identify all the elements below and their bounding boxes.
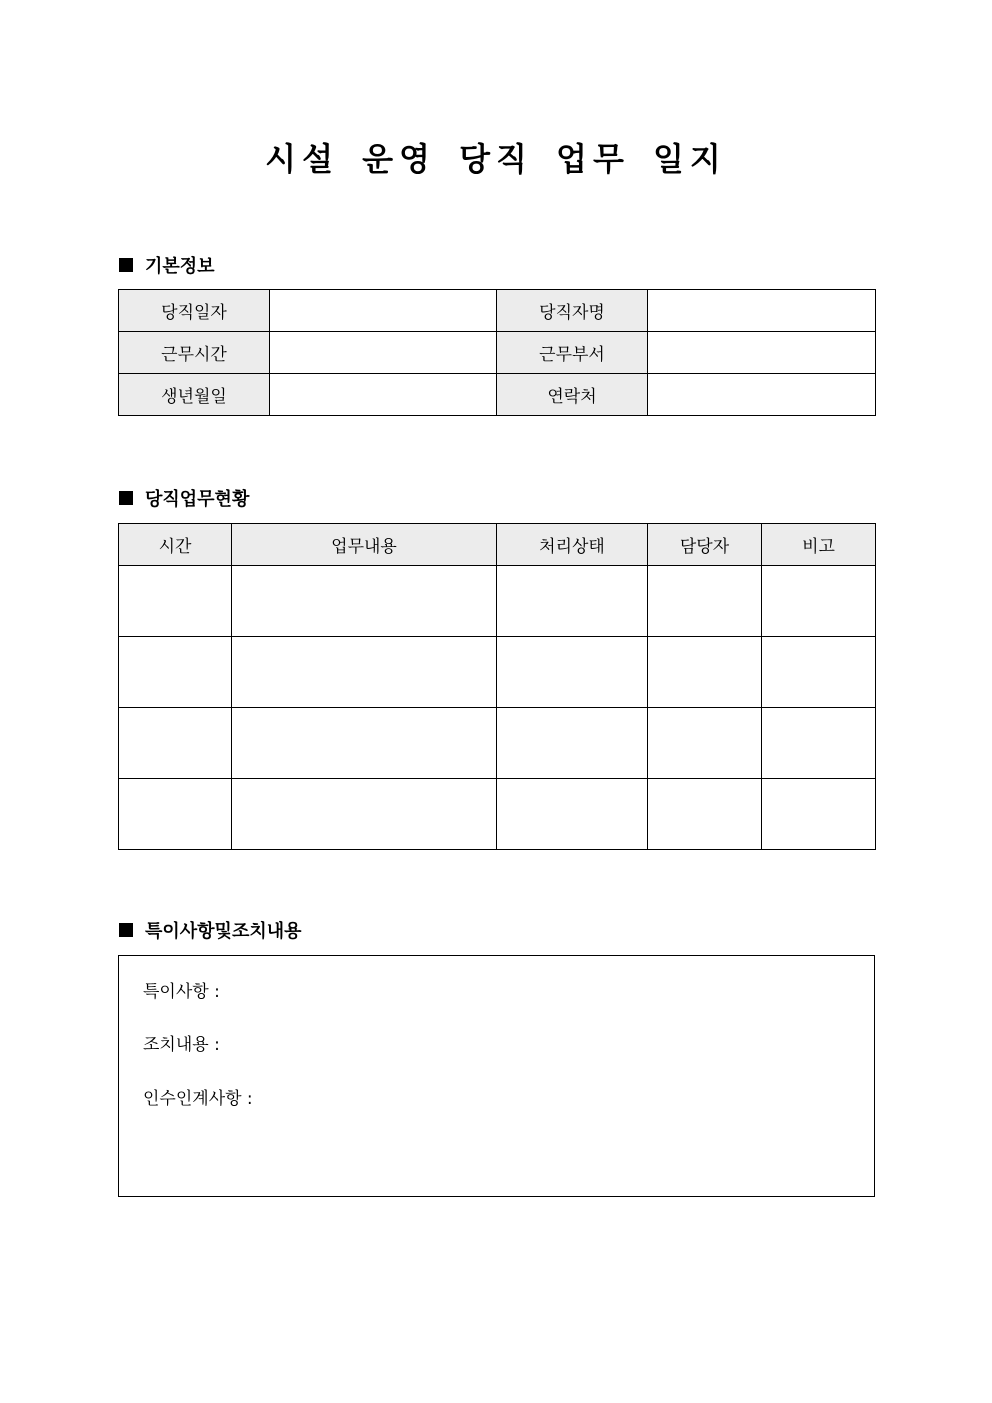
handover-notes-label: 인수인계사항 : xyxy=(143,1089,253,1109)
status-cell[interactable] xyxy=(497,779,648,850)
time-cell[interactable] xyxy=(119,637,232,708)
column-header-status: 처리상태 xyxy=(497,524,648,566)
remarks-cell[interactable] xyxy=(762,708,876,779)
duty-date-field[interactable] xyxy=(270,290,497,332)
task-cell[interactable] xyxy=(232,566,497,637)
remarks-cell[interactable] xyxy=(762,566,876,637)
status-cell[interactable] xyxy=(497,566,648,637)
contact-field[interactable] xyxy=(648,374,876,416)
square-bullet-icon xyxy=(119,491,133,505)
department-field[interactable] xyxy=(648,332,876,374)
duty-status-table xyxy=(118,523,876,850)
contact-label: 연락처 xyxy=(497,374,648,416)
notes-box[interactable] xyxy=(118,955,875,1197)
time-cell[interactable] xyxy=(119,779,232,850)
square-bullet-icon xyxy=(119,258,133,272)
table-row xyxy=(119,637,876,708)
assignee-cell[interactable] xyxy=(648,708,762,779)
column-header-task: 업무내용 xyxy=(232,524,497,566)
square-bullet-icon xyxy=(119,923,133,937)
actions-taken-label: 조치내용 : xyxy=(143,1035,220,1055)
table-row xyxy=(119,374,876,416)
table-row xyxy=(119,708,876,779)
assignee-cell[interactable] xyxy=(648,637,762,708)
column-header-time: 시간 xyxy=(119,524,232,566)
assignee-cell[interactable] xyxy=(648,566,762,637)
special-notes-label: 특이사항 : xyxy=(143,982,220,1002)
task-cell[interactable] xyxy=(232,708,497,779)
status-cell[interactable] xyxy=(497,637,648,708)
birth-date-label: 생년월일 xyxy=(119,374,270,416)
time-cell[interactable] xyxy=(119,708,232,779)
remarks-cell[interactable] xyxy=(762,779,876,850)
duty-person-field[interactable] xyxy=(648,290,876,332)
table-row xyxy=(119,779,876,850)
notes-heading xyxy=(119,918,302,942)
work-hours-label: 근무시간 xyxy=(119,332,270,374)
table-row xyxy=(119,290,876,332)
duty-status-heading xyxy=(119,486,249,510)
task-cell[interactable] xyxy=(232,779,497,850)
remarks-cell[interactable] xyxy=(762,637,876,708)
time-cell[interactable] xyxy=(119,566,232,637)
task-cell[interactable] xyxy=(232,637,497,708)
duty-person-label: 당직자명 xyxy=(497,290,648,332)
table-row xyxy=(119,332,876,374)
department-label: 근무부서 xyxy=(497,332,648,374)
birth-date-field[interactable] xyxy=(270,374,497,416)
basic-info-table xyxy=(118,289,876,416)
work-hours-field[interactable] xyxy=(270,332,497,374)
basic-info-heading xyxy=(119,253,215,277)
table-header-row xyxy=(119,524,876,566)
duty-status-heading-text: 당직업무현황 xyxy=(145,489,250,510)
column-header-remarks: 비고 xyxy=(762,524,876,566)
table-row xyxy=(119,566,876,637)
assignee-cell[interactable] xyxy=(648,779,762,850)
notes-heading-text: 특이사항및조치내용 xyxy=(145,921,302,942)
basic-info-heading-text: 기본정보 xyxy=(145,256,215,277)
column-header-assignee: 담당자 xyxy=(648,524,762,566)
duty-date-label: 당직일자 xyxy=(119,290,270,332)
page-title: 시설 운영 당직 업무 일지 xyxy=(265,140,727,178)
status-cell[interactable] xyxy=(497,708,648,779)
